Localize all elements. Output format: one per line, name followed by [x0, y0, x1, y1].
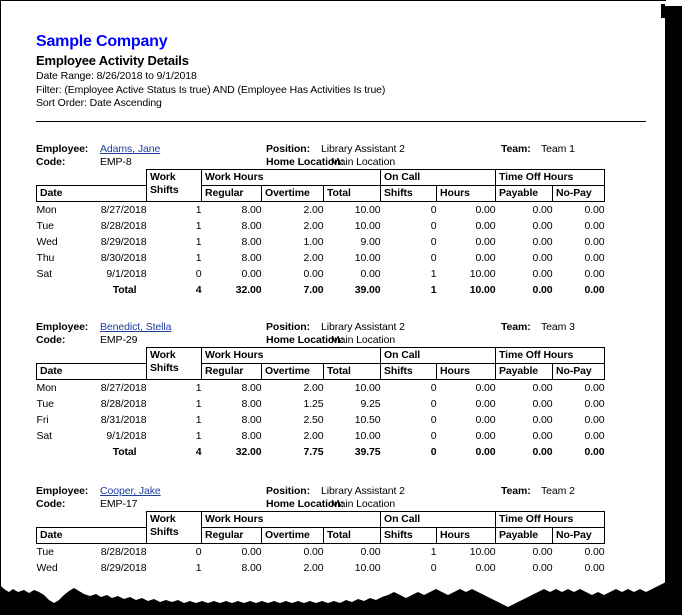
cell-total-payable: 0.00	[532, 446, 553, 458]
cell-regular: 8.00	[241, 414, 262, 426]
cell-total: 9.25	[360, 398, 381, 410]
cell-work-shifts: 1	[195, 430, 202, 442]
cell-total-overtime: 7.75	[303, 446, 324, 458]
cell-on-call-hours: 0.00	[475, 562, 496, 574]
cell-payable: 0.00	[532, 398, 553, 410]
cell-on-call-hours: 0.00	[475, 382, 496, 394]
cell-no-pay: 0.00	[584, 414, 605, 426]
position-label: Position:	[266, 321, 311, 333]
cell-day: Tue	[36, 546, 54, 558]
employee-home-location: Main Location	[331, 156, 396, 168]
cell-overtime: 1.25	[303, 398, 324, 410]
cell-work-shifts: 1	[195, 414, 202, 426]
cell-no-pay: 0.00	[584, 204, 605, 216]
table-header-row-sub	[37, 186, 605, 202]
employee-code: EMP-8	[100, 156, 132, 168]
table-total-row	[37, 444, 605, 460]
cell-total-no-pay: 0.00	[584, 446, 605, 458]
position-label: Position:	[266, 143, 311, 155]
cell-total-work-shifts: 4	[195, 284, 202, 296]
team-label: Team:	[501, 485, 531, 497]
report-sort-order: Sort Order: Date Ascending	[36, 97, 162, 109]
employee-info	[36, 143, 646, 169]
cell-overtime: 0.00	[303, 268, 324, 280]
cell-overtime: 2.00	[303, 562, 324, 574]
table-header-row-sub	[37, 528, 605, 544]
cell-regular: 8.00	[241, 430, 262, 442]
table-row	[37, 560, 605, 576]
employee-code: EMP-29	[100, 334, 138, 346]
header-divider	[36, 121, 646, 122]
activity-table	[36, 169, 605, 298]
cell-payable: 0.00	[532, 204, 553, 216]
cell-total-on-call-hours: 10.00	[469, 284, 496, 296]
table-header-row-group	[37, 170, 605, 186]
cell-payable: 0.00	[532, 268, 553, 280]
cell-overtime: 2.00	[303, 252, 324, 264]
header-on-call: On Call	[381, 512, 496, 528]
header-overtime: Overtime	[262, 528, 324, 544]
cell-total: 10.00	[354, 252, 381, 264]
cell-on-call-shifts: 0	[430, 204, 437, 216]
cell-on-call-hours: 10.00	[469, 268, 496, 280]
table-row	[37, 202, 605, 219]
cell-on-call-hours: 0.00	[475, 252, 496, 264]
cell-date: 8/31/2018	[100, 414, 147, 426]
employee-team: Team 2	[541, 485, 575, 497]
header-work-shifts-line1: Work	[150, 349, 176, 361]
cell-day: Tue	[36, 398, 54, 410]
header-work-shifts	[147, 348, 202, 380]
header-time-off-hours: Time Off Hours	[496, 348, 605, 364]
header-on-call-shifts: Shifts	[381, 528, 437, 544]
cell-no-pay: 0.00	[584, 252, 605, 264]
cell-on-call-hours: 10.00	[469, 546, 496, 558]
cell-day: Mon	[36, 382, 57, 394]
cell-regular: 8.00	[241, 382, 262, 394]
cell-overtime: 2.00	[303, 430, 324, 442]
cell-total: 10.00	[354, 220, 381, 232]
employee-home-location: Main Location	[331, 334, 396, 346]
cell-work-shifts: 0	[195, 268, 202, 280]
cell-regular: 8.00	[241, 252, 262, 264]
header-work-hours: Work Hours	[202, 348, 381, 364]
cell-overtime: 2.50	[303, 414, 324, 426]
cell-total: 10.00	[354, 430, 381, 442]
cell-day: Mon	[36, 204, 57, 216]
header-work-shifts	[147, 512, 202, 544]
cell-total: 9.00	[360, 236, 381, 248]
cell-on-call-hours: 0.00	[475, 430, 496, 442]
cell-total: 0.00	[360, 268, 381, 280]
cell-total-label: Total	[112, 446, 137, 458]
table-header-row-group	[37, 348, 605, 364]
cell-total: 10.00	[354, 562, 381, 574]
cell-date: 9/1/2018	[106, 430, 147, 442]
cell-date: 8/29/2018	[100, 562, 147, 574]
cell-on-call-shifts: 0	[430, 430, 437, 442]
cell-on-call-shifts: 0	[430, 236, 437, 248]
report-header	[36, 32, 646, 110]
cell-regular: 0.00	[241, 546, 262, 558]
header-spacer	[37, 348, 147, 364]
cell-payable: 0.00	[532, 236, 553, 248]
header-on-call-hours: Hours	[437, 364, 496, 380]
cell-day: Fri	[36, 414, 49, 426]
cell-overtime: 0.00	[303, 546, 324, 558]
employee-section	[36, 485, 646, 576]
activity-table	[36, 511, 605, 576]
employee-position: Library Assistant 2	[321, 143, 405, 155]
header-on-call: On Call	[381, 170, 496, 186]
employee-label: Employee:	[36, 143, 89, 155]
header-on-call-shifts: Shifts	[381, 186, 437, 202]
employee-info	[36, 321, 646, 347]
position-label: Position:	[266, 485, 311, 497]
employee-position: Library Assistant 2	[321, 485, 405, 497]
cell-total-total: 39.75	[354, 446, 381, 458]
cell-on-call-hours: 0.00	[475, 204, 496, 216]
cell-total-regular: 32.00	[235, 446, 262, 458]
cell-date: 9/1/2018	[106, 268, 147, 280]
cell-overtime: 2.00	[303, 220, 324, 232]
cell-work-shifts: 1	[195, 252, 202, 264]
cell-day: Wed	[36, 236, 58, 248]
cell-day: Thu	[36, 252, 55, 264]
header-regular: Regular	[202, 364, 262, 380]
header-work-shifts-line1: Work	[150, 171, 176, 183]
page-border-right	[665, 6, 682, 591]
cell-payable: 0.00	[532, 430, 553, 442]
employee-team: Team 1	[541, 143, 575, 155]
cell-payable: 0.00	[532, 546, 553, 558]
home-location-label: Home Location:	[266, 334, 344, 346]
header-work-shifts-line2: Shifts	[150, 184, 179, 196]
table-header-row-group	[37, 512, 605, 528]
employee-section	[36, 321, 646, 460]
cell-payable: 0.00	[532, 414, 553, 426]
cell-day: Sat	[36, 268, 52, 280]
cell-payable: 0.00	[532, 220, 553, 232]
header-no-pay: No-Pay	[553, 186, 605, 202]
cell-date: 8/28/2018	[100, 220, 147, 232]
cell-total-label: Total	[112, 284, 137, 296]
cell-total: 0.00	[360, 546, 381, 558]
cell-on-call-shifts: 1	[430, 546, 437, 558]
employee-section	[36, 143, 646, 298]
cell-payable: 0.00	[532, 252, 553, 264]
table-row	[37, 218, 605, 234]
cell-on-call-hours: 0.00	[475, 220, 496, 232]
cell-total-on-call-shifts: 0	[430, 446, 437, 458]
table-row	[37, 266, 605, 282]
header-total: Total	[324, 528, 381, 544]
cell-on-call-shifts: 0	[430, 562, 437, 574]
cell-regular: 8.00	[241, 562, 262, 574]
employee-label: Employee:	[36, 485, 89, 497]
cell-payable: 0.00	[532, 382, 553, 394]
cell-regular: 8.00	[241, 236, 262, 248]
team-label: Team:	[501, 321, 531, 333]
cell-payable: 0.00	[532, 562, 553, 574]
cell-no-pay: 0.00	[584, 220, 605, 232]
header-work-hours: Work Hours	[202, 512, 381, 528]
cell-total: 10.00	[354, 382, 381, 394]
company-name: Sample Company	[36, 33, 168, 50]
cell-regular: 0.00	[241, 268, 262, 280]
cell-on-call-hours: 0.00	[475, 414, 496, 426]
cell-work-shifts: 1	[195, 562, 202, 574]
cell-overtime: 1.00	[303, 236, 324, 248]
cell-total: 10.00	[354, 204, 381, 216]
report-date-range: Date Range: 8/26/2018 to 9/1/2018	[36, 70, 197, 82]
report-filter: Filter: (Employee Active Status Is true) AND (Employee Has Activities Is true)	[36, 83, 386, 96]
cell-overtime: 2.00	[303, 382, 324, 394]
header-work-shifts-line1: Work	[150, 513, 176, 525]
home-location-label: Home Location:	[266, 498, 344, 510]
employee-name-link[interactable]: Adams, Jane	[100, 143, 161, 155]
cell-no-pay: 0.00	[584, 236, 605, 248]
cell-day: Sat	[36, 430, 52, 442]
cell-no-pay: 0.00	[584, 398, 605, 410]
table-row	[37, 396, 605, 412]
cell-total: 10.50	[354, 414, 381, 426]
header-on-call-hours: Hours	[437, 528, 496, 544]
header-total: Total	[324, 186, 381, 202]
team-label: Team:	[501, 143, 531, 155]
cell-work-shifts: 1	[195, 204, 202, 216]
cell-on-call-shifts: 0	[430, 252, 437, 264]
cell-work-shifts: 1	[195, 220, 202, 232]
cell-no-pay: 0.00	[584, 430, 605, 442]
cell-on-call-shifts: 1	[430, 268, 437, 280]
employee-code: EMP-17	[100, 498, 138, 510]
header-no-pay: No-Pay	[553, 364, 605, 380]
cell-no-pay: 0.00	[584, 268, 605, 280]
header-payable: Payable	[496, 186, 553, 202]
cell-no-pay: 0.00	[584, 382, 605, 394]
cell-total-no-pay: 0.00	[584, 284, 605, 296]
cell-on-call-hours: 0.00	[475, 398, 496, 410]
cell-total-regular: 32.00	[235, 284, 262, 296]
header-on-call: On Call	[381, 348, 496, 364]
home-location-label: Home Location:	[266, 156, 344, 168]
cell-work-shifts: 1	[195, 398, 202, 410]
table-header-row-sub	[37, 364, 605, 380]
cell-total-work-shifts: 4	[195, 446, 202, 458]
header-payable: Payable	[496, 364, 553, 380]
header-work-shifts-line2: Shifts	[150, 526, 179, 538]
employee-info	[36, 485, 646, 511]
table-row	[37, 380, 605, 397]
cell-date: 8/28/2018	[100, 546, 147, 558]
header-date: Date	[37, 528, 147, 544]
header-spacer	[37, 512, 147, 528]
code-label: Code:	[36, 498, 66, 510]
cell-on-call-shifts: 0	[430, 414, 437, 426]
header-work-shifts-line2: Shifts	[150, 362, 179, 374]
cell-total-on-call-shifts: 1	[430, 284, 437, 296]
table-row	[37, 250, 605, 266]
header-work-shifts	[147, 170, 202, 202]
header-date: Date	[37, 364, 147, 380]
header-regular: Regular	[202, 528, 262, 544]
cell-regular: 8.00	[241, 220, 262, 232]
cell-date: 8/27/2018	[100, 204, 147, 216]
cell-date: 8/28/2018	[100, 398, 147, 410]
cell-on-call-shifts: 0	[430, 220, 437, 232]
header-date: Date	[37, 186, 147, 202]
code-label: Code:	[36, 156, 66, 168]
cell-no-pay: 0.00	[584, 546, 605, 558]
cell-regular: 8.00	[241, 398, 262, 410]
activity-table	[36, 347, 605, 460]
cell-date: 8/30/2018	[100, 252, 147, 264]
header-on-call-hours: Hours	[437, 186, 496, 202]
header-time-off-hours: Time Off Hours	[496, 512, 605, 528]
cell-on-call-shifts: 0	[430, 398, 437, 410]
cell-on-call-hours: 0.00	[475, 236, 496, 248]
cell-overtime: 2.00	[303, 204, 324, 216]
cell-work-shifts: 1	[195, 382, 202, 394]
header-spacer	[37, 170, 147, 186]
cell-no-pay: 0.00	[584, 562, 605, 574]
header-overtime: Overtime	[262, 186, 324, 202]
cell-date: 8/29/2018	[100, 236, 147, 248]
employee-position: Library Assistant 2	[321, 321, 405, 333]
employee-name-link[interactable]: Benedict, Stella	[100, 321, 172, 333]
table-row	[37, 234, 605, 250]
cell-work-shifts: 0	[195, 546, 202, 558]
report-title: Employee Activity Details	[36, 53, 189, 68]
header-no-pay: No-Pay	[553, 528, 605, 544]
table-row	[37, 544, 605, 561]
cell-date: 8/27/2018	[100, 382, 147, 394]
table-row	[37, 412, 605, 428]
employee-team: Team 3	[541, 321, 575, 333]
table-total-row	[37, 282, 605, 298]
employee-name-link[interactable]: Cooper, Jake	[100, 485, 161, 497]
cell-on-call-shifts: 0	[430, 382, 437, 394]
header-total: Total	[324, 364, 381, 380]
employee-home-location: Main Location	[331, 498, 396, 510]
header-payable: Payable	[496, 528, 553, 544]
cell-total-total: 39.00	[354, 284, 381, 296]
cell-total-on-call-hours: 0.00	[475, 446, 496, 458]
cell-day: Wed	[36, 562, 58, 574]
header-overtime: Overtime	[262, 364, 324, 380]
cell-regular: 8.00	[241, 204, 262, 216]
employee-label: Employee:	[36, 321, 89, 333]
header-on-call-shifts: Shifts	[381, 364, 437, 380]
header-time-off-hours: Time Off Hours	[496, 170, 605, 186]
header-work-hours: Work Hours	[202, 170, 381, 186]
cell-total-payable: 0.00	[532, 284, 553, 296]
cell-total-overtime: 7.00	[303, 284, 324, 296]
header-regular: Regular	[202, 186, 262, 202]
cell-day: Tue	[36, 220, 54, 232]
cell-work-shifts: 1	[195, 236, 202, 248]
code-label: Code:	[36, 334, 66, 346]
table-row	[37, 428, 605, 444]
